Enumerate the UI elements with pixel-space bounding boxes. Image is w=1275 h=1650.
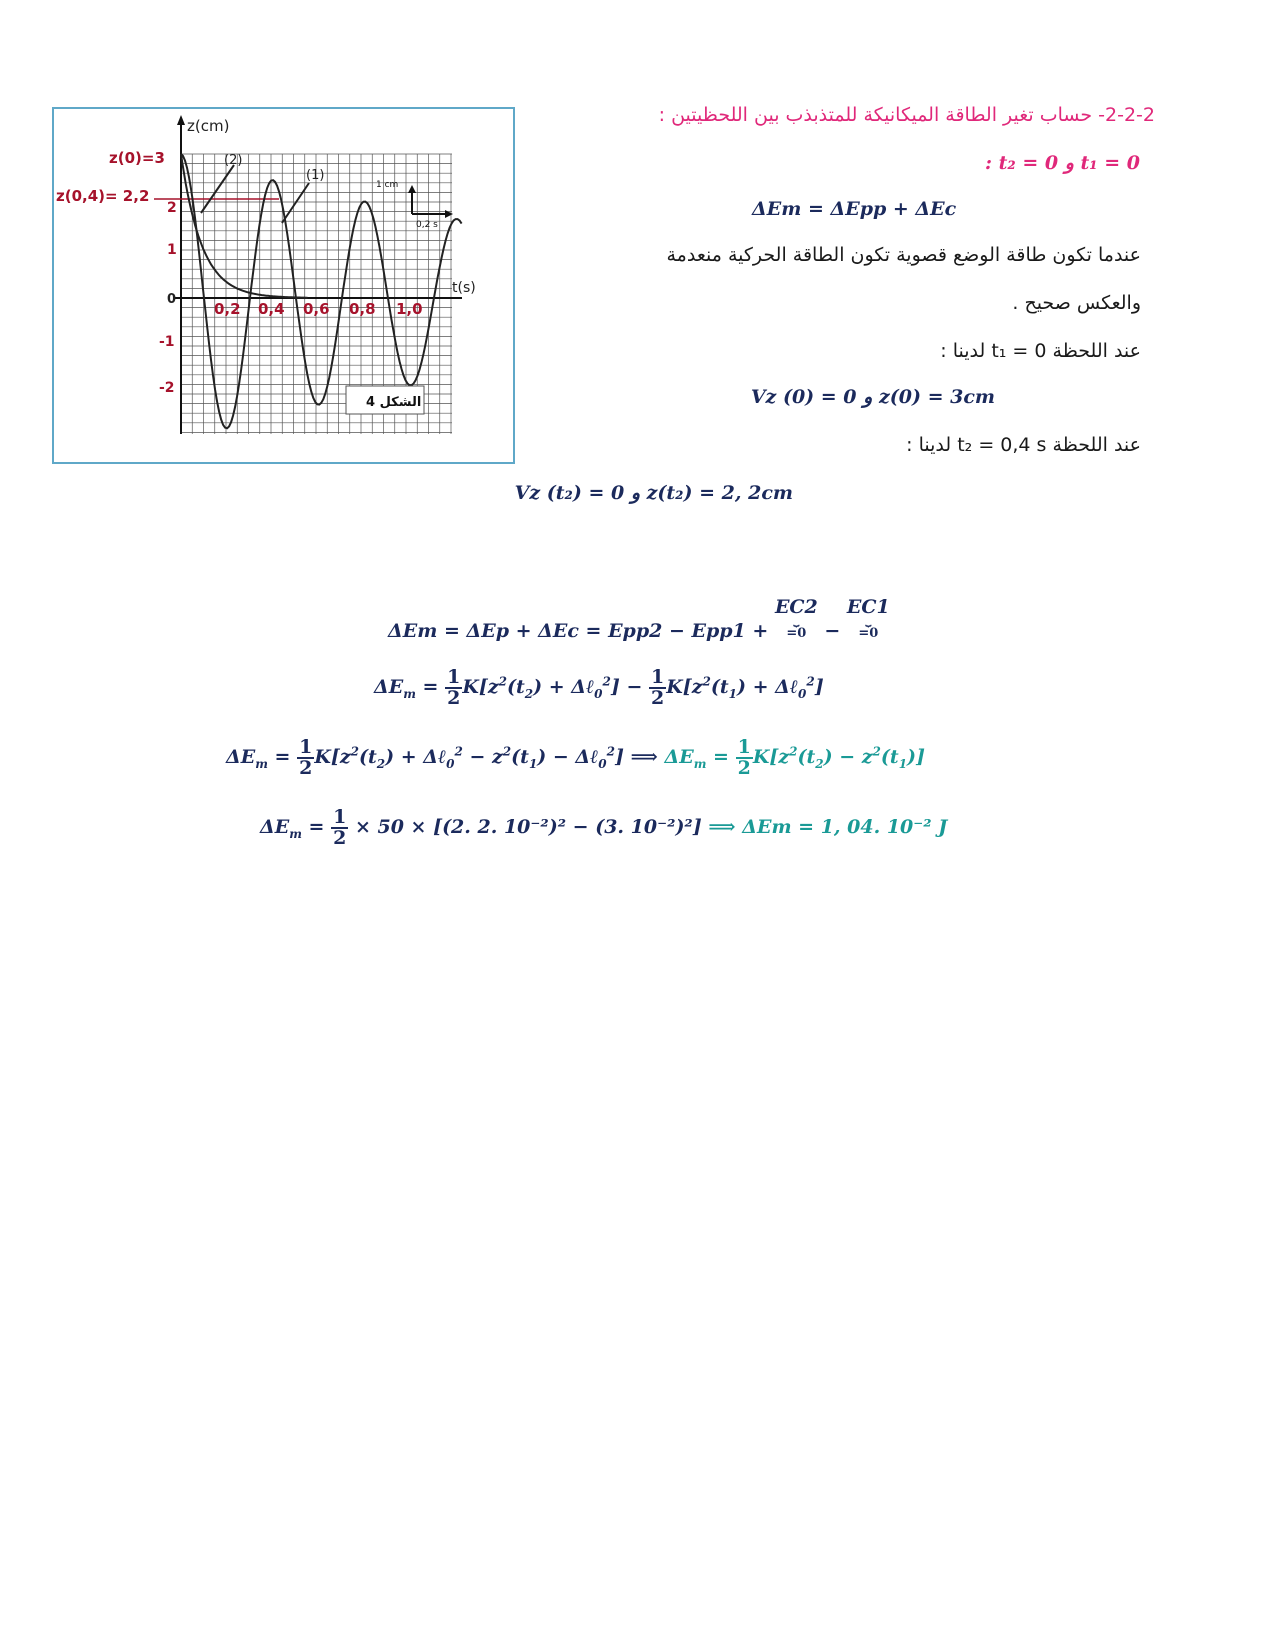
paragraph-1: عندما تكون طاقة الوضع قصوية تكون الطاقة الحركية منعدمة — [666, 244, 1141, 266]
ec1-term: EC1 ⏟ =0 — [846, 596, 890, 641]
scale-x-label: 0,2 s — [416, 220, 438, 230]
z04-label: z(0,4)= 2,2 — [56, 187, 150, 205]
ec2-zero: =0 — [786, 626, 807, 641]
section-heading: 2-2-2- حساب تغير الطاقة الميكانيكة للمتذبذب بين اللحظيتين : — [658, 104, 1155, 126]
equation-line-3: $\Delta E_m$ = $\frac{1}{2}$ $K[z^2(t_2)$ + Δℓ$_0^2$ − $z^2(t_1)$ − Δℓ$_0^2$] ⟹ $\Delta E_m$ = $\frac{1}{2}$ $K[z^2(t_2) - z^2(t_1)]$ — [226, 736, 926, 779]
y-axis-label: z(cm) — [187, 117, 230, 135]
times-line — [985, 152, 1140, 174]
scale-y-label: 1 cm — [376, 180, 399, 190]
equation-line-4: $\Delta E_m$ = $\frac{1}{2}$ × 50 × [(2. 2. 10⁻²)² − (3. 10⁻²)²] ⟹ ΔEm = 1, 04. 10⁻² J — [260, 806, 948, 849]
final-result: ⟹ ΔEm = 1, 04. 10⁻² J — [708, 816, 948, 838]
y-tick-minus2: -2 — [159, 380, 175, 396]
energy-equation: ΔEm = ΔEpp + ΔEc — [752, 198, 957, 220]
ec1-zero: =0 — [858, 626, 879, 641]
curve-2-pointer — [201, 165, 234, 213]
condition-t2 — [515, 482, 793, 504]
ec2-term: EC2 ⏟ =0 — [774, 596, 818, 641]
condition-t1-text: Vz (0) = 0 و z(0) = 3cm — [750, 386, 995, 408]
condition-t2-text: Vz (t₂) = 0 و z(t₂) = 2, 2cm — [514, 482, 793, 504]
equation-line-1-main: ΔEm = ΔEp + ΔEc = Epp2 − Epp1 + — [388, 620, 769, 642]
x-tick-02: 0,2 — [214, 300, 241, 318]
equation-line-4-value: × 50 × [(2. 2. 10⁻²)² − (3. 10⁻²)²] — [354, 816, 702, 838]
curve-2-label: (2) — [224, 153, 243, 168]
times-text: : t₂ = 0 و t₁ = 0 — [985, 152, 1140, 174]
ec1-label: EC1 — [846, 596, 890, 618]
y-tick-0: 0 — [167, 292, 177, 307]
y-tick-2: 2 — [167, 200, 177, 216]
at-t1-line: عند اللحظة t₁ = 0 لدينا : — [940, 340, 1141, 362]
scale-indicator — [376, 180, 453, 230]
x-tick-06: 0,6 — [303, 300, 330, 318]
condition-t1 — [751, 386, 995, 408]
ec2-label: EC2 — [774, 596, 818, 618]
y-tick-minus1: -1 — [159, 334, 175, 350]
x-tick-04: 0,4 — [258, 300, 285, 318]
x-axis-label: t(s) — [452, 280, 476, 296]
y-axis-arrow — [177, 115, 185, 125]
oscillation-graph — [54, 109, 513, 462]
y-tick-1: 1 — [167, 242, 177, 258]
equation-line-1: ΔEm = ΔEp + ΔEc = Epp2 − Epp1 + EC2 ⏟ =0 − EC1 ⏟ =0 — [388, 596, 890, 642]
figure-caption: الشكل 4 — [366, 395, 422, 410]
x-tick-10: 1,0 — [396, 300, 423, 318]
at-t2-line: عند اللحظة t₂ = 0,4 s لدينا : — [906, 434, 1141, 456]
paragraph-2: والعكس صحيح . — [1012, 292, 1141, 314]
curve-1-label: (1) — [306, 168, 325, 183]
oscillation-figure — [52, 107, 515, 464]
z0-label: z(0)=3 — [109, 149, 165, 167]
curve-2-decay — [181, 154, 308, 298]
x-tick-08: 0,8 — [349, 300, 376, 318]
equation-line-2: $\Delta E_m$ = $\frac{1}{2}$ $K[z^2(t_2)$ + Δℓ$_0^2$] − $\frac{1}{2}$ $K[z^2(t_1)$ + Δℓ$_0^2$] — [374, 666, 824, 709]
